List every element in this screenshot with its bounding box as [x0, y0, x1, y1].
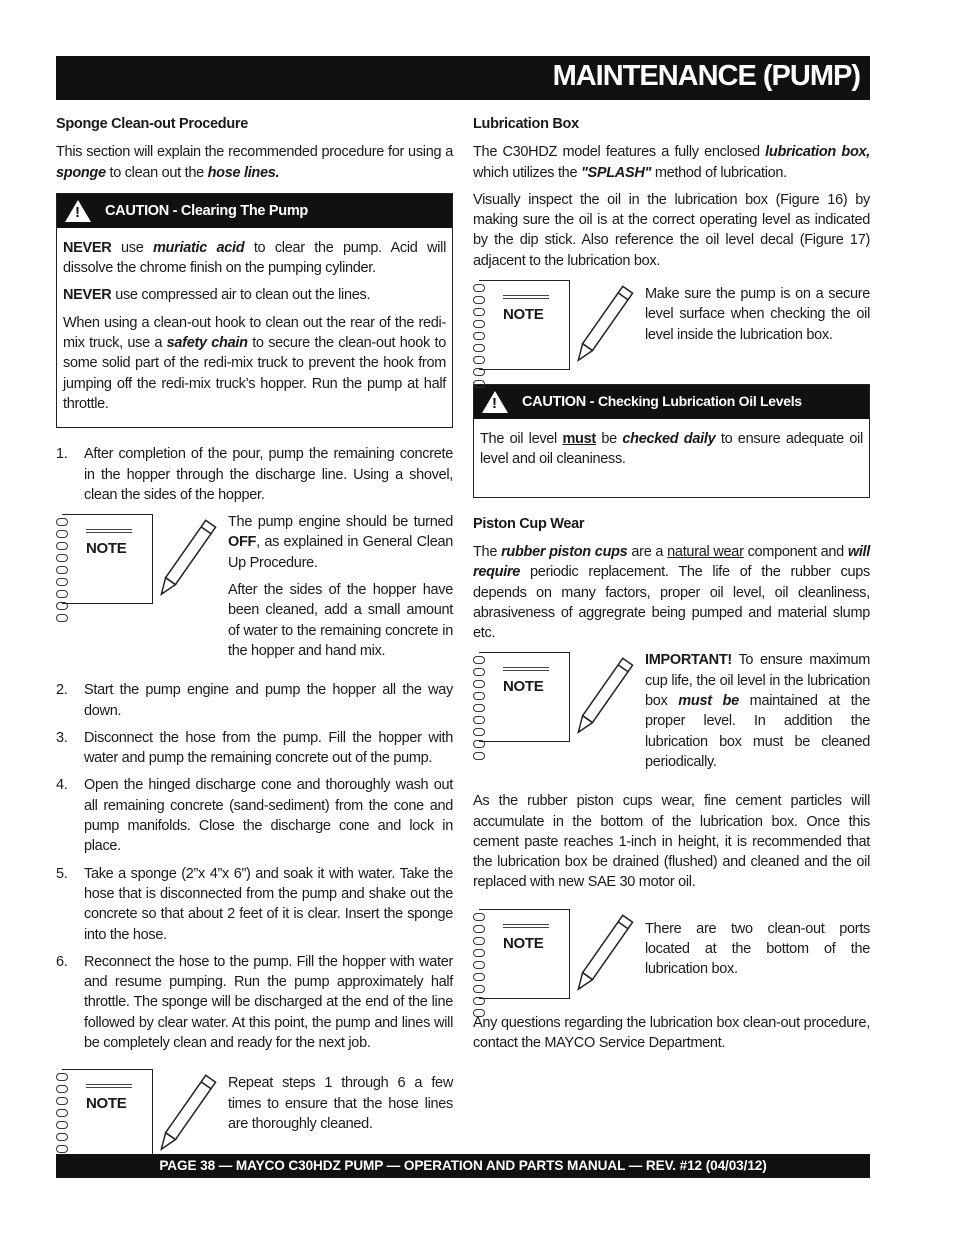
notebook-icon — [473, 278, 571, 372]
caution-title: CAUTION - Clearing The Pump — [105, 202, 308, 219]
page-header — [56, 56, 870, 100]
right-column — [473, 114, 870, 1060]
caution-text: NEVER use muriatic acid to clear the pump. Acid will dissolve the chrome finish on the pumping cylinder. — [63, 239, 446, 277]
note-label: NOTE — [86, 1087, 132, 1114]
notebook-icon — [473, 650, 571, 744]
pencil-icon — [571, 650, 635, 744]
note-label: NOTE — [86, 532, 132, 559]
lubrication-intro: The C30HDZ model features a fully enclosed lubrication box, which utilizes the "SPLASH" method of lubrication. — [473, 144, 870, 181]
note-block — [473, 278, 870, 372]
pencil-icon — [571, 278, 635, 372]
note-block — [56, 1067, 453, 1161]
piston-heading: Piston Cup Wear — [473, 515, 585, 532]
pencil-icon — [154, 1067, 218, 1161]
note-text: Repeat steps 1 through 6 a few times to ensure that the hose lines are thoroughly cleaned. — [228, 1075, 453, 1132]
piston-text: The rubber piston cups are a natural wear component and will require periodic replacement. The life of the rubber cups depends on many factors, proper oil level, oil cleanliness, abrasiveness of aggregrate being pumped and material slump etc. — [473, 543, 871, 642]
notebook-icon — [56, 1067, 154, 1161]
note-text: The pump engine should be turned OFF, as explained in General Clean Up Procedure. After the sides of the hopper have been cleaned, add a small amount of water to the remaining concrete in the hopper and hand mix. — [228, 514, 453, 659]
note-label: NOTE — [503, 927, 549, 954]
page-footer: PAGE 38 — MAYCO C30HDZ PUMP — OPERATION AND PARTS MANUAL — REV. #12 (04/03/12) — [56, 1154, 870, 1178]
note-text: There are two clean-out ports located at the bottom of the lubrication box. — [645, 920, 870, 978]
lubrication-heading: Lubrication Box — [473, 116, 579, 132]
note-label: NOTE — [503, 298, 549, 325]
caution-title: CAUTION - Checking Lubrication Oil Levels — [522, 393, 802, 411]
step-item: 1. After completion of the pour, pump the remaining concrete in the hopper through the discharge line. Using a shovel, clean the sides of the hopper. — [56, 446, 453, 503]
caution-text: The oil level must be checked daily to ensure adequate oil level and oil cleaniness. — [480, 431, 863, 468]
note-text: Make sure the pump is on a secure level surface when checking the oil level inside the lubrication box. — [645, 286, 870, 343]
sponge-heading: Sponge Clean-out Procedure — [56, 116, 249, 132]
caution-text: NEVER use compressed air to clean out the lines. — [63, 287, 371, 304]
caution-clearing-pump — [56, 193, 453, 428]
pencil-icon — [571, 907, 635, 1001]
caution-bar — [474, 385, 869, 419]
note-block — [473, 650, 870, 779]
closing-text: Any questions regarding the lubrication box clean-out procedure, contact the MAYCO Service Department. — [473, 1014, 870, 1052]
caution-oil-levels — [473, 384, 870, 498]
page-title: MAINTENANCE (PUMP) — [552, 60, 860, 92]
note-block — [473, 907, 870, 1001]
note-text: IMPORTANT! To ensure maximum cup life, the oil level in the lubrication box must be maintained at the proper level. In addition the lubrication box must be cleaned periodically. — [645, 652, 870, 770]
warning-triangle-icon — [482, 391, 508, 413]
wear-text: As the rubber piston cups wear, fine cement particles will accumulate in the bottom of the lubrication box. Once this cement paste reaches 1-inch in height, it is recommended that the lubrication box be drained (flushed) and cleaned and the oil replaced with new SAE 30 motor oil. — [473, 793, 870, 891]
step-item: 3. Disconnect the hose from the pump. Fill the hopper with water and pump the remaining concrete out of the pump. — [56, 729, 453, 767]
pencil-icon — [154, 512, 218, 606]
step-item: 5. Take a sponge (2”x 4”x 6”) and soak it with water. Take the hose that is disconnected from the pump and shake out the concrete so that about 2 feet of it is clear. Insert the sponge into the hose. — [56, 865, 453, 943]
left-column — [56, 114, 453, 1173]
caution-text: When using a clean-out hook to clean out the rear of the redi-mix truck, use a safety chain to secure the clean-out hook to some solid part of the redi-mix truck to prevent the hook from jumping off the redi-mix truck’s hopper. Run the pump at half throttle. — [63, 314, 446, 412]
notebook-icon — [56, 512, 154, 606]
notebook-icon — [473, 907, 571, 1001]
warning-triangle-icon — [65, 200, 91, 222]
note-block — [56, 512, 453, 668]
caution-bar — [57, 194, 452, 228]
sponge-intro: This section will explain the recommended procedure for using a sponge to clean out the hose lines. — [56, 144, 453, 181]
step-item: 2. Start the pump engine and pump the hopper all the way down. — [56, 682, 453, 719]
step-item: 4. Open the hinged discharge cone and thoroughly wash out all remaining concrete (sand-sediment) from the cone and pump manifolds. Close the discharge cone and lock in place. — [56, 777, 453, 855]
note-label: NOTE — [503, 670, 549, 697]
lubrication-inspect: Visually inspect the oil in the lubrication box (Figure 16) by making sure the oil is at the correct operating level as indicated by the dip stick. Also reference the oil level decal (Figure 17) adjacent to the lubrication box. — [473, 191, 870, 269]
step-item: 6. Reconnect the hose to the pump. Fill the hopper with water and resume pumping. Run the pump approximately half throttle. The sponge will be discharged at the end of the line followed by clear water. At this point, the pump and lines will be completely clean and ready for the next job. — [56, 953, 453, 1051]
